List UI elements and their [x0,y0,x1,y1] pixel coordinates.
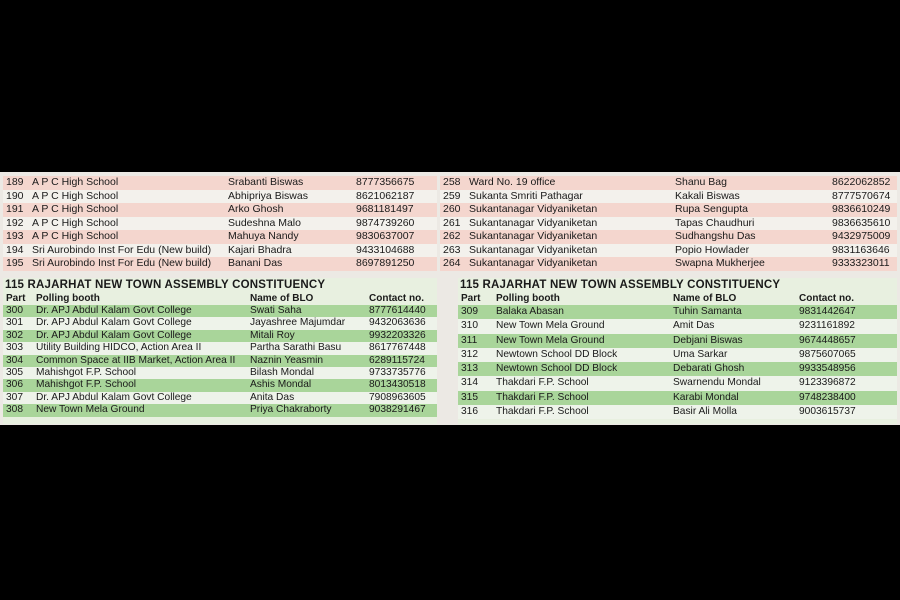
booth-cell: Thakdari F.P. School [496,406,589,418]
blo-cell: Jayashree Majumdar [250,317,346,329]
top-left-table [3,176,437,272]
table-row [3,244,437,258]
booth-cell: Common Space at IIB Market, Action Area II [36,354,236,366]
booth-cell: Thakdari F.P. School [496,391,589,403]
booth-cell: Newtown School DD Block [496,363,618,375]
booth-cell: A P C High School [32,230,119,242]
blo-cell: Shanu Bag [675,176,727,188]
blo-header: Name of BLO [673,293,737,304]
table-row [3,257,437,271]
blo-cell: Arko Ghosh [228,203,284,215]
part-cell: 301 [6,317,23,329]
part-cell: 302 [6,329,23,341]
contact-cell: 9123396872 [799,377,856,389]
blo-header: Name of BLO [250,293,314,304]
part-cell: 313 [461,363,478,375]
part-cell: 260 [443,203,461,215]
left-constituency-section [3,278,437,424]
table-row [458,362,897,376]
blo-cell: Kakali Biswas [675,189,740,202]
contact-cell: 8013430518 [369,379,426,391]
part-cell: 189 [6,176,24,188]
booth-cell: Thakdari F.P. School [496,377,589,389]
part-cell: 194 [6,243,24,256]
table-row [3,392,437,404]
blo-cell: Swapna Mukherjee [675,257,765,269]
table-row [3,317,437,329]
contact-cell: 9681181497 [356,203,414,215]
part-cell: 314 [461,377,478,389]
contact-cell: 9333323011 [832,257,890,269]
contact-cell: 9432975009 [832,230,891,242]
blo-cell: Basir Ali Molla [673,406,737,418]
contact-cell: 9836610249 [832,203,891,215]
blo-cell: Debarati Ghosh [673,363,745,375]
contact-cell: 9433104688 [356,243,415,256]
blo-cell: Debjani Biswas [673,334,743,346]
table-row [3,190,437,204]
part-cell: 262 [443,230,461,242]
booth-cell: A P C High School [32,203,119,215]
contact-cell: 9733735776 [369,366,426,378]
booth-cell: Dr. APJ Abdul Kalam Govt College [36,329,192,341]
contact-cell: 9674448657 [799,334,856,346]
blo-cell: Abhipriya Biswas [228,189,308,202]
booth-cell: New Town Mela Ground [496,334,605,346]
part-cell: 316 [461,406,478,418]
blo-cell: Banani Das [228,257,283,269]
blo-cell: Amit Das [673,320,715,332]
part-cell: 193 [6,230,24,242]
contact-cell: 8697891250 [356,257,415,269]
part-cell: 306 [6,379,23,391]
contact-cell: 9874739260 [356,216,415,229]
part-cell: 190 [6,189,24,202]
part-cell: 309 [461,306,478,317]
top-right-table [440,176,897,272]
contact-cell: 8777570674 [832,189,891,202]
contact-cell: 9875607065 [799,348,856,360]
table-row [440,257,897,271]
booth-cell: New Town Mela Ground [36,404,145,416]
part-cell: 192 [6,216,24,229]
booth-cell: Sukantanagar Vidyaniketan [469,230,598,242]
table-row [3,217,437,231]
table-row [3,404,437,416]
blo-cell: Anita Das [250,391,295,403]
booth-cell: Sri Aurobindo Inst For Edu (New build) [32,257,212,269]
booth-cell: Sukanta Smriti Pathagar [469,189,583,202]
blo-cell: Ashis Mondal [250,379,312,391]
part-header: Part [6,293,26,304]
table-row [458,319,897,333]
table-header [458,292,897,305]
booth-header: Polling booth [36,293,100,304]
part-cell: 303 [6,342,23,354]
contact-cell: 9038291467 [369,404,426,416]
table-row [458,334,897,348]
table-row [3,203,437,217]
part-cell: 195 [6,257,24,269]
contact-header: Contact no. [369,293,424,304]
contact-cell: 9831442647 [799,306,856,317]
table-row [458,405,897,419]
contact-header: Contact no. [799,293,854,304]
contact-cell: 8622062852 [832,176,891,188]
contact-cell: 8777614440 [369,305,426,316]
table-row [458,348,897,362]
table-row [440,203,897,217]
part-cell: 308 [6,404,23,416]
blo-cell: Popio Howlader [675,243,750,256]
part-cell: 300 [6,305,23,316]
table-row [3,355,437,367]
part-cell: 305 [6,366,23,378]
part-cell: 307 [6,391,23,403]
booth-cell: Ward No. 19 office [469,176,556,188]
blo-cell: Priya Chakraborty [250,404,332,416]
booth-cell: A P C High School [32,189,119,202]
table-row [440,190,897,204]
table-row [3,342,437,354]
blo-cell: Sudeshna Malo [228,216,301,229]
booth-cell: Dr. APJ Abdul Kalam Govt College [36,391,192,403]
table-row [3,379,437,391]
booth-cell: Sukantanagar Vidyaniketan [469,216,598,229]
booth-cell: Sukantanagar Vidyaniketan [469,243,598,256]
contact-cell: 9831163646 [832,243,890,256]
blo-cell: Tuhin Samanta [673,306,742,317]
booth-cell: Newtown School DD Block [496,348,618,360]
section-title: 115 RAJARHAT NEW TOWN ASSEMBLY CONSTITUENCY [460,279,781,291]
part-cell: 310 [461,320,478,332]
blo-cell: Swarnendu Mondal [673,377,761,389]
blo-cell: Bilash Mondal [250,366,314,378]
contact-cell: 9933548956 [799,363,856,375]
booth-cell: Balaka Abasan [496,306,564,317]
blo-cell: Tapas Chaudhuri [675,216,755,229]
contact-cell: 9231161892 [799,320,855,332]
booth-cell: Sukantanagar Vidyaniketan [469,257,598,269]
blo-cell: Sudhangshu Das [675,230,756,242]
part-cell: 258 [443,176,461,188]
table-row [440,230,897,244]
booth-header: Polling booth [496,293,560,304]
blo-cell: Karabi Mondal [673,391,739,403]
table-row [3,305,437,317]
section-title: 115 RAJARHAT NEW TOWN ASSEMBLY CONSTITUENCY [5,279,326,291]
table-row [3,367,437,379]
blo-cell: Swati Saha [250,305,302,316]
booth-cell: Dr. APJ Abdul Kalam Govt College [36,305,192,316]
contact-cell: 9830637007 [356,230,415,242]
booth-cell: Dr. APJ Abdul Kalam Govt College [36,317,192,329]
blo-cell: Kajari Bhadra [228,243,292,256]
contact-cell: 9003615737 [799,406,856,418]
booth-cell: Utility Building HIDCO, Action Area II [36,342,202,354]
table-header [3,292,437,305]
booth-cell: Sukantanagar Vidyaniketan [469,203,598,215]
blo-cell: Mitali Roy [250,329,295,341]
booth-cell: New Town Mela Ground [496,320,605,332]
right-constituency-section [458,278,897,424]
blo-cell: Mahuya Nandy [228,230,299,242]
part-cell: 304 [6,354,23,366]
part-cell: 261 [443,216,461,229]
blo-cell: Rupa Sengupta [675,203,748,215]
contact-cell: 8621062187 [356,189,415,202]
table-row [458,391,897,405]
table-row [458,305,897,319]
blo-cell: Srabanti Biswas [228,176,304,188]
blo-cell: Uma Sarkar [673,348,728,360]
table-row [3,330,437,342]
booth-cell: A P C High School [32,176,119,188]
contact-cell: 8777356675 [356,176,415,188]
table-row [440,244,897,258]
contact-cell: 6289115724 [369,354,425,366]
part-cell: 311 [461,334,478,346]
table-row [458,376,897,390]
contact-cell: 8617767448 [369,342,426,354]
table-row [440,176,897,190]
contact-cell: 9932203326 [369,329,426,341]
contact-cell: 9432063636 [369,317,426,329]
blo-cell: Partha Sarathi Basu [250,342,342,354]
part-cell: 259 [443,189,461,202]
part-cell: 315 [461,391,478,403]
blo-cell: Naznin Yeasmin [250,354,324,366]
booth-cell: A P C High School [32,216,119,229]
part-header: Part [461,293,481,304]
part-cell: 264 [443,257,461,269]
contact-cell: 9836635610 [832,216,891,229]
contact-cell: 7908963605 [369,391,426,403]
booth-cell: Sri Aurobindo Inst For Edu (New build) [32,243,212,256]
booth-cell: Mahishgot F.P. School [36,366,137,378]
part-cell: 191 [6,203,24,215]
table-row [3,176,437,190]
table-row [3,230,437,244]
contact-cell: 9748238400 [799,391,856,403]
part-cell: 312 [461,348,478,360]
table-row [440,217,897,231]
booth-cell: Mahishgot F.P. School [36,379,137,391]
part-cell: 263 [443,243,461,256]
